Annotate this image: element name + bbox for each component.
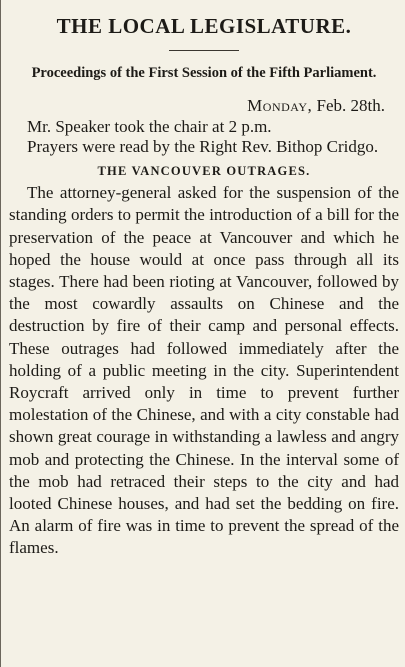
article-dateline: [9, 96, 385, 116]
headline-rule: [169, 50, 239, 51]
opening-paragraph-speaker: Mr. Speaker took the chair at 2 p.m.: [27, 117, 272, 136]
article-subhead: Proceedings of the First Session of the Fifth Parliament.: [31, 65, 377, 81]
article-body: The attorney-general asked for the suspension of the standing orders to permit the introduction of a bill for the preservation of the peace at Vancouver and which he hoped the house would at once pass through all its stages. There had been rioting at Vancouver, followed by the most cowardly assaults on Chinese and the destruction by fire of their camp and personal effects. These outrages had followed immediately after the holding of a public meeting in the city. Superintendent Roycraft arrived only in time to prevent further molestation of the Chinese, and with a city constable had shown great courage in withstanding a lawless and angry mob and protecting the Chinese. In the interval some of the mob had retraced their steps to the city and had looted Chinese houses, and had set the bedding on fire. An alarm of fire was in time to prevent the spread of the flames.: [9, 183, 399, 558]
article-headline: THE LOCAL LEGISLATURE.: [56, 14, 352, 38]
section-heading: THE VANCOUVER OUTRAGES.: [97, 164, 311, 179]
dateline-day: Monday,: [247, 96, 313, 115]
dateline-date: Feb. 28th.: [316, 96, 385, 115]
opening-paragraph-prayers: Prayers were read by the Right Rev. Bithop Cridgo.: [27, 136, 379, 156]
